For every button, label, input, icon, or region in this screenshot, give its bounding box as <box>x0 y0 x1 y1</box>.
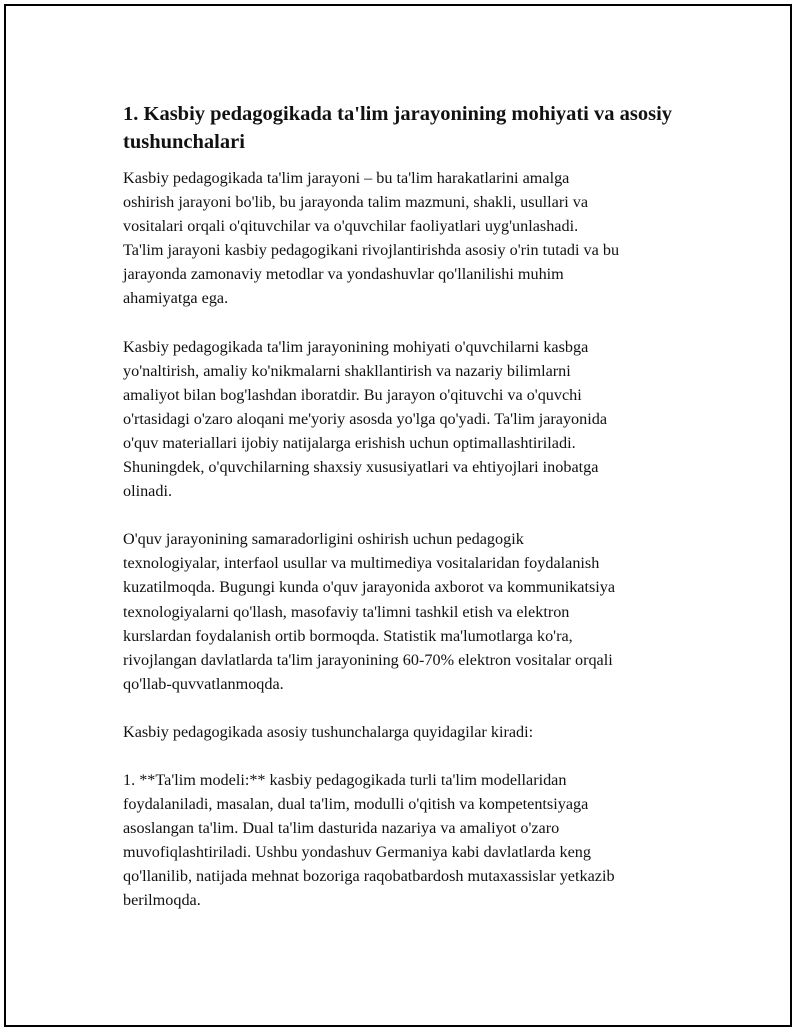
paragraph-technology <box>123 527 698 696</box>
text-line: yo'naltirish, amaliy ko'nikmalarni shakllantirish va nazariy bilimlarni <box>123 361 571 380</box>
text-line: texnologiyalarni qo'llash, masofaviy ta'limni tashkil etish va elektron <box>123 602 570 621</box>
text-line: ahamiyatga ega. <box>123 289 229 308</box>
text-line: kurslardan foydalanish ortib bormoqda. Statistik ma'lumotlarga ko'ra, <box>123 626 573 645</box>
page-content <box>123 100 698 937</box>
text-line: texnologiyalar, interfaol usullar va multimediya vositalaridan foydalanish <box>123 554 600 573</box>
paragraph-essence <box>123 335 698 504</box>
body-text <box>123 166 698 913</box>
text-line: Shuningdek, o'quvchilarning shaxsiy xususiyatlari va ehtiyojlari inobatga <box>123 458 599 477</box>
text-line: asoslangan ta'lim. Dual ta'lim dasturida nazariya va amaliyot o'zaro <box>123 819 560 838</box>
page-title <box>123 100 698 156</box>
text-line: o'quv materiallari ijobiy natijalarga erishish uchun optimallashtiriladi. <box>123 433 576 452</box>
text-line: berilmoqda. <box>123 891 201 910</box>
text-line: foydalaniladi, masalan, dual ta'lim, modulli o'qitish va kompetentsiyaga <box>123 795 589 814</box>
text-line: Kasbiy pedagogikada ta'lim jarayonining mohiyati o'quvchilarni kasbga <box>123 337 589 356</box>
text-line: Kasbiy pedagogikada ta'lim jarayoni – bu ta'lim harakatlarini amalga <box>123 169 570 187</box>
text-line: vositalari orqali o'qituvchilar va o'quvchilar faoliyatlari uyg'unlashadi. <box>123 217 579 236</box>
paragraph-concepts-intro <box>123 720 698 744</box>
text-line: Ta'lim jarayoni kasbiy pedagogikani rivojlantirishda asosiy o'rin tutadi va bu <box>123 241 620 260</box>
page-frame <box>4 4 792 1027</box>
text-line: qo'llab-quvvatlanmoqda. <box>123 674 284 693</box>
text-line: muvofiqlashtiriladi. Ushbu yondashuv Germaniya kabi davlatlarda keng <box>123 843 591 862</box>
paragraph-intro <box>123 166 698 311</box>
text-line: 1. **Ta'lim modeli:** kasbiy pedagogikada turli ta'lim modellaridan <box>123 770 567 789</box>
text-line: o'rtasidagi o'zaro aloqani me'yoriy asosda yo'lga qo'yadi. Ta'lim jarayonida <box>123 409 608 428</box>
paragraph-list-item-1 <box>123 768 698 913</box>
title-line: 1. Kasbiy pedagogikada ta'lim jarayonining mohiyati va asosiy <box>123 103 673 125</box>
text-line: Kasbiy pedagogikada asosiy tushunchalarga quyidagilar kiradi: <box>123 722 534 741</box>
text-line: kuzatilmoqda. Bugungi kunda o'quv jarayonida axborot va kommunikatsiya <box>123 578 616 597</box>
title-line: tushunchalari <box>123 131 245 153</box>
text-line: jarayonda zamonaviy metodlar va yondashuvlar qo'llanilishi muhim <box>123 265 564 284</box>
text-line: olinadi. <box>123 482 173 501</box>
text-line: oshirish jarayoni bo'lib, bu jarayonda talim mazmuni, shakli, usullari va <box>123 193 589 212</box>
text-line: qo'llanilib, natijada mehnat bozoriga raqobatbardosh mutaxassislar yetkazib <box>123 867 615 886</box>
text-line: amaliyot bilan bog'lashdan iboratdir. Bu jarayon o'qituvchi va o'quvchi <box>123 385 582 404</box>
text-line: O'quv jarayonining samaradorligini oshirish uchun pedagogik <box>123 530 524 549</box>
text-line: rivojlangan davlatlarda ta'lim jarayonining 60-70% elektron vositalar orqali <box>123 650 613 669</box>
